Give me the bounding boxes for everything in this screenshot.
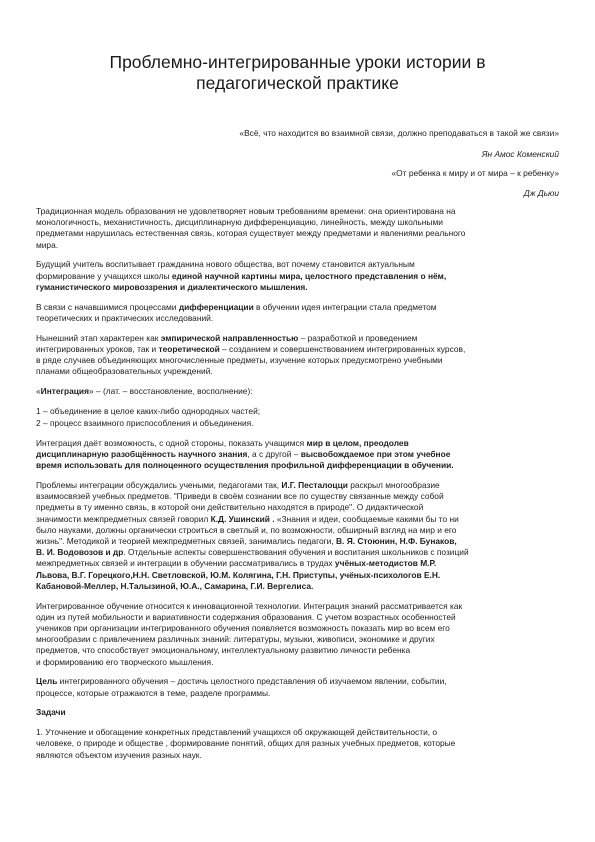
bold-text: К.Д. Ушинский . [210, 513, 275, 524]
bold-text: время использовать для полноценного осуществления профильной дифференциации в обучении. [36, 460, 454, 471]
text-span: . Отдельные аспекты совершенствования обучения и воспитания школьников с позиций [123, 547, 469, 558]
paragraph-integration-benefits [36, 438, 560, 472]
title-line-2: педагогической практике [196, 73, 399, 93]
text-line [36, 386, 560, 397]
text-line [36, 676, 560, 687]
section-heading: Задачи [36, 707, 66, 718]
epigraph-author-1: Ян Амос Коменский [481, 149, 559, 159]
text-span: – разработкой и проведением [298, 332, 418, 343]
paragraph-task-1 [36, 727, 560, 761]
bold-text: В. Я. Стоюнин, Н.Ф. Бунаков, [336, 536, 457, 547]
bold-text: гуманистического мировоззрения и диалектического мышления. [36, 281, 308, 292]
text-line [36, 536, 560, 547]
list-item [36, 406, 560, 417]
text-line: учеников при организации интегрированного обучения появляется возможность показать мир во всем его [36, 623, 450, 634]
paragraph-integration-definition [36, 386, 560, 397]
text-line: один из путей мобильности и вариативности содержания образования. С учетом возрастных особенностей [36, 611, 456, 622]
bold-text: Львова, В.Г. Горецкого,Н.Н. Светловской, Ю.М. Колягина, Г.Н. Приступы, учёных-психологов Е.Н. [36, 569, 441, 580]
text-line: предметы в ту именно связь, в которой они действительно находятся в природе". О дидактической [36, 502, 424, 513]
text-line [36, 271, 560, 282]
text-line: мира. [36, 239, 59, 250]
text-span: интегрированных уроков, так и [36, 343, 159, 354]
text-line: Будущий учитель воспитывает гражданина нового общества, вот почему становится актуальным [36, 259, 415, 270]
epigraph-author-2: Дж Дьюи [523, 188, 559, 198]
document-body [36, 206, 560, 769]
text-line [36, 333, 560, 344]
text-line: человеке, о природе и обществе , формирование понятий, общих для разных учебных предметов, которые [36, 738, 456, 749]
text-line: Традиционная модель образования не удовлетворяет новым требованиям времени: она ориентирована на [36, 206, 456, 216]
text-line [36, 282, 560, 293]
text-line: многообразии с привлечением различных знаний: литературы, музыки, живописи, экономике и других [36, 634, 435, 645]
text-span: Интеграция даёт возможность, с одной стороны, показать учащимся [36, 437, 307, 448]
text-line: предметов, что способствует эмоциональному, интеллектуальному развитию личности ребенка [36, 645, 411, 656]
paragraph-future-teacher [36, 259, 560, 293]
paragraph-current-stage [36, 333, 560, 378]
text-span: В связи с начавшимися процессами [36, 301, 179, 312]
text-line: являются объектом изучения разных наук. [36, 749, 202, 760]
text-line: монологичность, механистичность, дисциплинарную дифференциацию, линейность, между школьными [36, 217, 443, 228]
list-item [36, 418, 560, 429]
tasks-heading-paragraph [36, 707, 560, 718]
epigraph-quote-1: «Всё, что находится во взаимной связи, должно преподаваться в такой же связи» [239, 128, 559, 138]
text-span: межпредметных связей и интеграции в обучении рассматривались в трудах [36, 558, 335, 569]
text-line [36, 460, 560, 471]
paragraph-innovation [36, 601, 560, 668]
text-line: планами общеобразовательных учреждений. [36, 366, 213, 377]
text-span: жизнь". Методикой и теорией межпредметных связей, занимались педагоги, [36, 536, 336, 547]
bold-text: эмпирической направленностью [160, 332, 299, 343]
text-line [36, 344, 560, 355]
text-line: теоретических и практических исследований. [36, 312, 214, 323]
paragraph-traditional-model [36, 206, 560, 251]
text-line [36, 480, 560, 491]
text-span: раскрыл многообразие [347, 480, 440, 491]
text-line: 2 – процесс взаимного приспособления и объединения. [36, 418, 254, 429]
text-span: значимости межпредметных связей говорил [36, 513, 211, 524]
text-line [36, 449, 560, 460]
text-span: интегрированного обучения – достичь целостного представления об изучаемом явлении, событии, [57, 676, 447, 687]
text-line [36, 302, 560, 313]
bold-text: И.Г. Песталоцци [281, 480, 348, 491]
text-span: в обучении идея интеграции стала предметом [253, 301, 437, 312]
text-span: Нынешний этап характерен как [36, 332, 161, 343]
text-span: « [36, 386, 41, 397]
text-line [36, 514, 560, 525]
bold-text: Интеграция [40, 386, 89, 397]
text-line: взаимосвязей учебных предметов. "Приведи в своём сознании все по существу связанные между собой [36, 491, 444, 502]
text-line [36, 570, 560, 581]
text-line [36, 581, 560, 592]
paragraph-history-of-integration [36, 480, 560, 592]
bold-text: Кабановой-Меллер, Н.Талызиной, Ю.А., Самарина, Г.И. Вергелиса. [36, 580, 314, 591]
text-span: – созданием и совершенствованием интегрированных курсов, [219, 343, 466, 354]
text-line [36, 558, 560, 569]
text-line [36, 438, 560, 449]
text-span: Проблемы интеграции обсуждались учеными, педагогами так, [36, 480, 282, 491]
title-line-1: Проблемно-интегрированные уроки истории в [109, 52, 486, 72]
text-span: формирование у учащихся школы [36, 270, 172, 281]
text-span: «Знания и идеи, сообщаемые какими бы то ни [274, 513, 459, 524]
text-line: процессе, которые отражаются в теме, разделе программы. [36, 687, 271, 698]
text-line [36, 547, 560, 558]
bold-text: учёных-методистов М.Р. [334, 558, 437, 569]
bold-text: Цель [36, 676, 58, 687]
page-title [60, 52, 535, 94]
text-line: предметами нарушилась естественная связь, которая существует между предметами и явлениями реального [36, 228, 466, 239]
text-span: » – (лат. – восстановление, восполнение): [88, 386, 253, 397]
text-line: в ряде случаев объединяющих многочисленные предметы, изучение которых предусмотрено учебными [36, 355, 443, 366]
paragraph-goal [36, 676, 560, 698]
text-line: 1 – объединение в целое каких-либо однородных частей; [36, 405, 261, 416]
text-line: 1. Уточнение и обогащение конкретных представлений учащихся об окружающей действительности, о [36, 727, 438, 738]
bold-text: мир в целом, преодолев [306, 437, 409, 448]
epigraph-quote-2: «От ребенка к миру и от мира – к ребенку» [391, 168, 559, 178]
bold-text: В. И. Водовозов и др [36, 547, 124, 558]
bold-text: теоретической [158, 343, 220, 354]
text-line: было науками, должны органически строиться в светлый и, по возможности, обширный взгляд на мир и его [36, 524, 457, 535]
paragraph-differentiation [36, 302, 560, 324]
bold-text: дифференциации [178, 301, 254, 312]
bold-text: высвобождаемое при этом учебное [300, 449, 451, 460]
text-line: Интегрированное обучение относится к инновационной технологии. Интеграция знаний рассматривается как [36, 600, 463, 611]
bold-text: единой научной картины мира, целостного представления о нём, [171, 270, 447, 281]
text-line: и формированию его творческого мышления. [36, 656, 214, 667]
bold-text: дисциплинарную разобщённость научного знания [36, 449, 248, 460]
text-span: , а с другой – [247, 449, 301, 460]
